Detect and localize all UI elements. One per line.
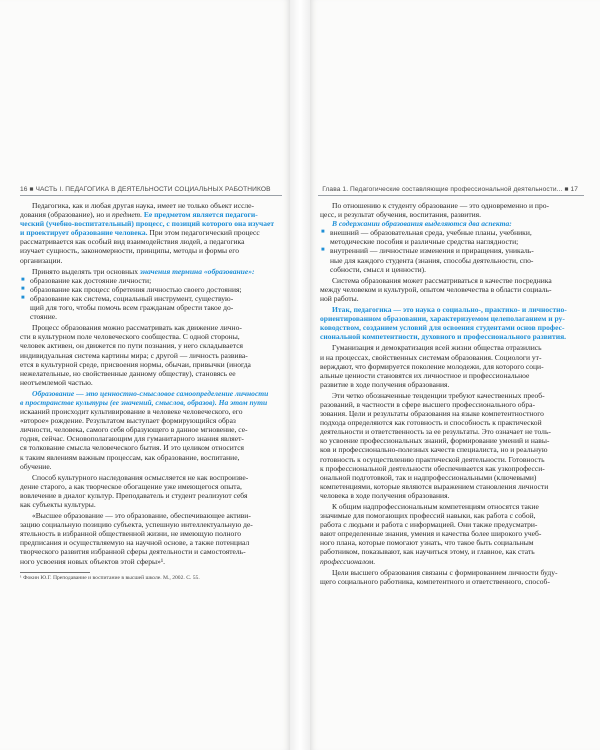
left-p1 [20, 201, 282, 265]
text-line: ческий (учебно-воспитательный) процесс, с позиций которого она изучает [20, 219, 275, 229]
left-header-rule [20, 195, 282, 196]
list-item: ■ внутренний — личностные изменения и приращения, уникаль- [320, 246, 582, 255]
left-p2-intro [20, 267, 282, 276]
text-line: рассматривается как особый вид взаимодействия людей, а педагогика [20, 237, 245, 247]
text-line: дение старого, а как творческое обогащение уже имеющегося опыта, [20, 481, 242, 491]
text-line: ков и профессионально-полезных качеств специалиста, но и реальную [320, 445, 548, 455]
left-page [0, 0, 290, 750]
text-line: щего социального работника, компетентного и ответственного, способ- [320, 576, 550, 586]
list-item-cont: ные для каждого студента (знания, способы деятельности, спо- [330, 255, 534, 265]
text-line: изучает сущность, закономерности, принципы, методы и формы его [20, 246, 239, 256]
text-line: Цели высшего образования связаны с формированием личности буду- [332, 567, 558, 577]
text-line: ется в культурной среде, присвоения нормы, обычаи, привычки (иногда [20, 359, 251, 369]
text-run: При этом педагогический процесс [147, 228, 260, 238]
text-line: компетенциями, которые являются выражением становления личности [320, 481, 549, 491]
text-line: предписания и осуществляемую на научной основе, а также потенциал [20, 538, 250, 548]
right-page-body [320, 201, 582, 586]
text-line: Педагогика, как и любая другая наука, имеет не только объект иссле- [32, 201, 255, 210]
right-p4 [320, 305, 582, 341]
left-p4 [20, 389, 282, 471]
text-line [20, 228, 282, 237]
text-line: вают определенные знания, умения и качества более широкого учеб- [320, 529, 542, 539]
text-line: годня, сейчас. Основополагающим для гуманитарного знания являет- [20, 434, 244, 444]
right-page [310, 0, 600, 750]
text-line: сти в культурном поле человеческого сообщества. С одной стороны, [20, 332, 240, 342]
text-line: профессионалом. [320, 556, 376, 566]
text-line: Способ культурного наследования осмысляется не как воспроизве- [32, 472, 249, 482]
book-gutter [290, 0, 310, 750]
text-line: ятельность в избранной общественной жизни, не имеющую полного [20, 529, 242, 539]
left-p3 [20, 323, 282, 387]
text-line: работником, показывают, как научиться этому, и главное, как стать [320, 547, 535, 557]
left-bullet-list [20, 276, 282, 321]
text-line: к профессиональной деятельности обеспечивается как узкопрофесси- [320, 463, 545, 473]
text-line: разований, в частности в сфере высшего профессионального обра- [320, 399, 536, 409]
text-run: и проектирует образование человека. [20, 228, 148, 238]
text-line: и на процессах, свойственных системам образования. Социологи ут- [320, 352, 542, 362]
text-line: организации. [20, 255, 63, 265]
right-p2-intro: В содержании образования выделяются два аспекта: [332, 219, 512, 229]
text-line: обучение. [20, 461, 52, 471]
text-line: как субъекты культуры. [20, 500, 96, 509]
term-highlight: значения термина «образование»: [139, 266, 255, 276]
text-line: «второе» рождение. Результатом выступает формирующийся образ [20, 416, 236, 426]
text-line: индивидуальная система картины мира; с другой — личность развива- [20, 350, 248, 360]
text-line: вовлечение в диалог культур. Преподаватель и студент реализуют себя [20, 490, 248, 500]
text-line: деятельности и ответственность за ее результаты. Это означает не толь- [320, 427, 551, 437]
text-line: альные ценности становятся их личностное и профессиональное [320, 370, 530, 380]
text-line: «Высшее образование — это образование, обеспечивающее активи- [32, 511, 251, 521]
right-page-header: Глава 1. Педагогические составляющие профессиональной деятельности... ■ 17 [322, 186, 578, 193]
text-run: Ее предметом является педагоги- [143, 210, 258, 220]
text-line [20, 210, 282, 219]
text-line: к таким явлениям важным процессам, как образование, воспитание, [20, 452, 240, 462]
list-item: ■ образование как процесс обретения личностью своего достояния; [20, 285, 282, 294]
text-line: Система образования может рассматриваться в качестве посредника [332, 275, 552, 285]
left-p5 [20, 473, 282, 509]
text-line: ного плана, которые помогают узнать, что такое быть социальным [320, 538, 534, 548]
text-line: подхода определяются как готовность и способность к практической [320, 418, 542, 428]
text-line: ной работы. [320, 293, 359, 303]
definition-line: Итак, педагогика — это наука о социально-, практико- и личностно- [332, 305, 567, 315]
text-line: искааний происходит культивирование в человеке человеческого, его [20, 407, 243, 417]
right-p5 [320, 343, 582, 388]
list-item-cont: стояние. [30, 312, 57, 322]
text-line: человек активен, он движется по пути познания, у него складывается [20, 341, 244, 351]
text-line: творческого развития избранной сферы деятельности и самостоятель- [20, 547, 246, 557]
text-line: ональной подготовкой, так и надпрофессиональными (ключевыми) [320, 472, 537, 482]
text-line: нежелательные, но свойственные данному обществу), становясь ее [20, 368, 236, 378]
right-bullet-list [320, 228, 582, 273]
right-p1 [320, 201, 582, 219]
text-line: Процесс образования можно рассматривать как движение лично- [32, 323, 242, 333]
left-p6 [20, 511, 282, 566]
text-line: ся толкование смысла человеческого бытия. И это целиком относится [20, 443, 245, 453]
text-run: предмет [111, 210, 141, 220]
left-page-body [20, 201, 282, 582]
text-run: дования (образование), но и [20, 210, 112, 220]
text-run: Принято выделять три основных [32, 266, 140, 276]
right-p6 [320, 391, 582, 500]
right-p7 [320, 502, 582, 566]
text-line: неотъемлемой частью. [20, 377, 93, 387]
text-line: готовность к осуществлению практической деятельности. Готовность [320, 454, 545, 464]
text-line: зацию социальную позицию субъекта, успешную интеллектуальную де- [20, 520, 253, 530]
footnote: ¹ Фокин Ю.Г. Преподавание и воспитание в высшей школе. М., 2002. С. 55. [20, 574, 200, 581]
right-header-rule [318, 195, 584, 196]
footnote-rule [20, 572, 90, 573]
definition-line: ководством, созданием условий для освоения студентами основ профес- [320, 323, 565, 333]
right-p8 [320, 568, 582, 586]
text-line: Гуманизация и демократизация всей жизни общества отразились [332, 343, 542, 353]
definition-line: Образование — это ценностно-смысловое самоопределение личности [32, 388, 269, 398]
text-line: зования. Цели и результаты образования на языке компетентностного [320, 409, 544, 419]
text-line: К общим надпрофессиональным компетенциям относятся такие [332, 502, 539, 511]
list-item-cont: собности, смысл и ценности). [330, 264, 427, 274]
list-item-cont: методические пособия и различные средства наглядности; [330, 237, 519, 247]
list-item: ■ внешний — образовательная среда, учебные планы, учебники, [320, 228, 582, 237]
text-line: значимые для помогающих профессий навыки, как работа с собой, [320, 511, 536, 521]
text-line: Эти четко обозначенные тенденции требуют качественных преоб- [332, 390, 545, 400]
text-line: человека в ходе получения образования. [320, 490, 450, 500]
definition-line: в пространстве культуры (ее значений, смыслов, образов). На этом пути [20, 397, 268, 407]
text-line: между человеком и культурой, опытом человечества в области социаль- [320, 284, 552, 294]
left-page-header: 16 ■ ЧАСТЬ I. ПЕДАГОГИКА В ДЕЯТЕЛЬНОСТИ СОЦИАЛЬНЫХ РАБОТНИКОВ [20, 186, 271, 193]
text-line: ного усвоения новых объектов этой сферы»¹. [20, 556, 166, 566]
text-line: цесс, и результат обучения, воспитания, развития. [320, 210, 482, 220]
list-item-cont: щий для того, чтобы помочь всем гражданам обрести такое до- [30, 303, 234, 313]
text-line: По отношению к студенту образование — это одновременно и про- [332, 201, 550, 210]
definition-line: сиональной компетентности, духовного и профессионального развития. [320, 332, 567, 342]
text-line: ко усвоение профессиональных знаний, формирование умений и навы- [320, 436, 550, 446]
text-line: личности, человека, самого себя образующего в данное мгновение, се- [20, 425, 248, 435]
definition-line: ориентированном образовании, характеризуемом целеполаганием и ру- [320, 314, 565, 324]
text-line: работа с людьми и работа с информацией. Они также предусматри- [320, 520, 538, 530]
list-item: ■ образование как достояние личности; [20, 276, 282, 285]
text-line: развитие в ходе получения образования. [320, 379, 450, 389]
text-line: верждают, что формируется поколение молодежи, для которого соци- [320, 361, 544, 371]
text-run: . [140, 210, 144, 220]
right-p3 [320, 276, 582, 303]
list-item: ■ образование как система, социальный инструмент, существую- [20, 294, 282, 303]
